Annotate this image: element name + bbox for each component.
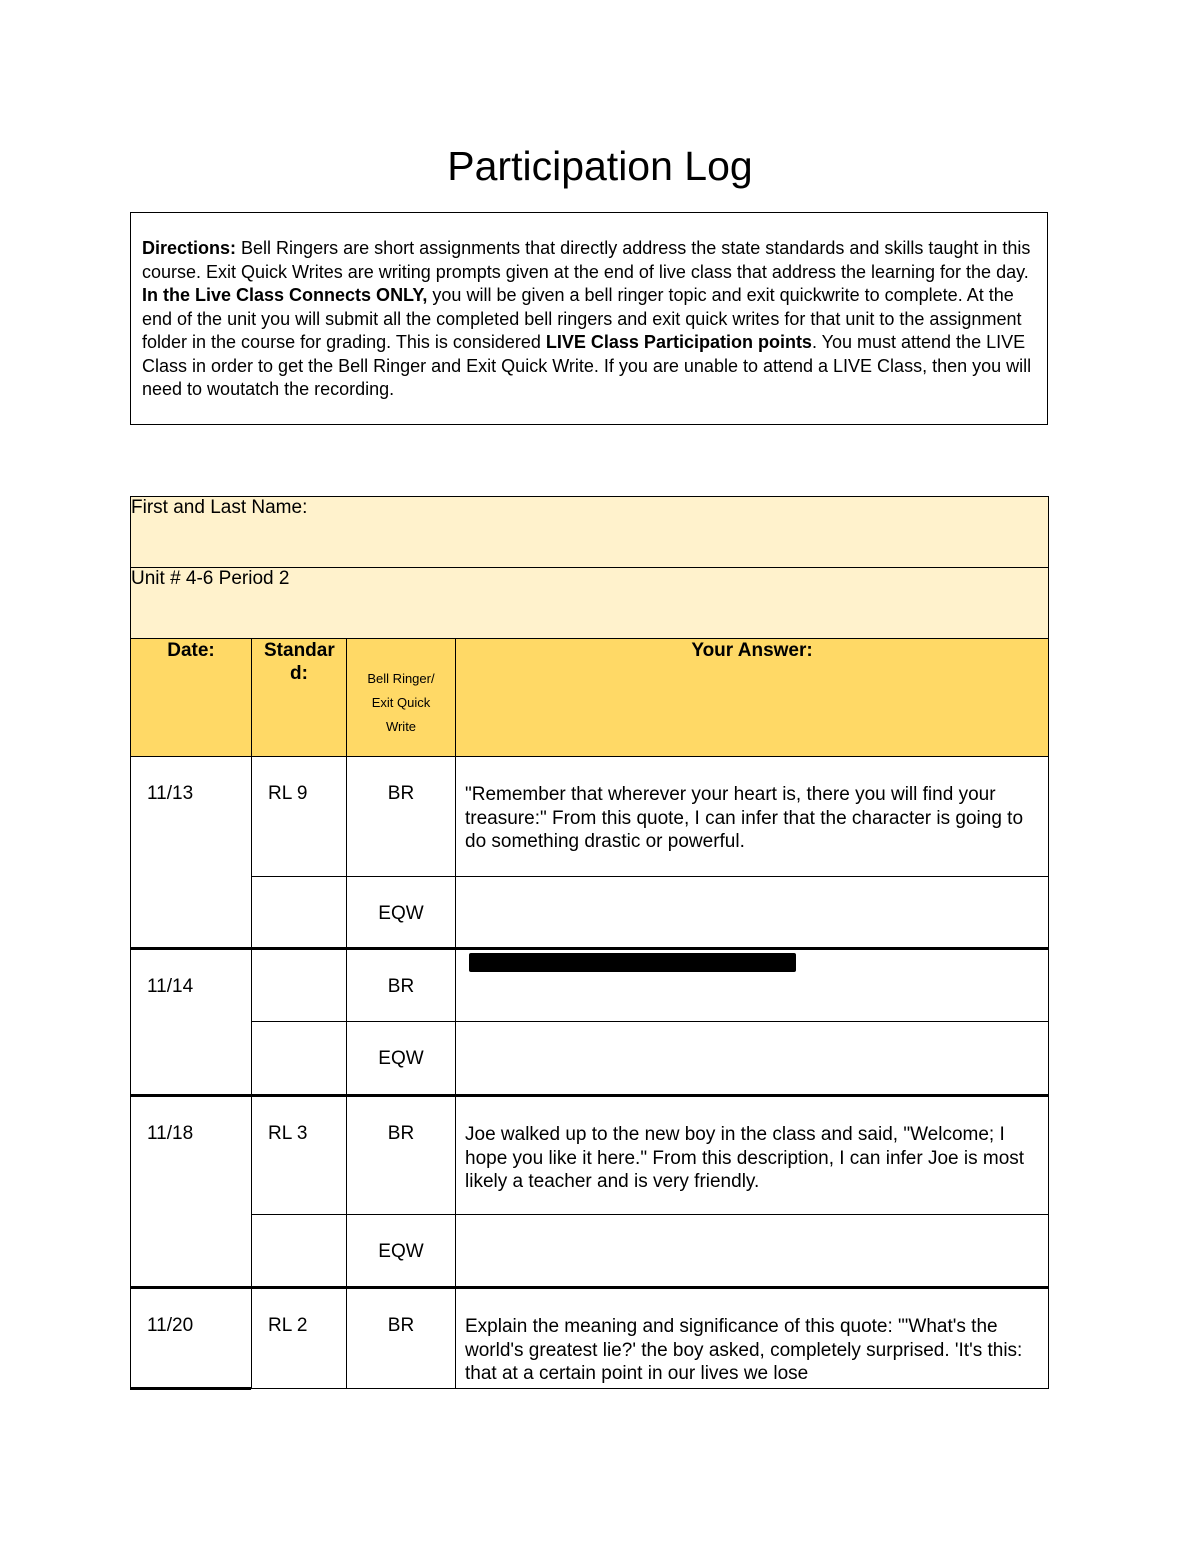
table-row — [131, 1022, 1049, 1096]
entry-type-br: BR — [347, 757, 456, 877]
entry-answer-eqw[interactable] — [456, 1022, 1049, 1096]
page-bottom-margin — [0, 1389, 1200, 1553]
table-row — [131, 757, 1049, 877]
entry-type-eqw: EQW — [347, 1215, 456, 1288]
directions-box — [130, 212, 1048, 425]
table-row — [131, 1215, 1049, 1288]
table-row — [131, 1096, 1049, 1215]
directions-bold-2: LIVE Class Participation points — [545, 332, 812, 352]
entry-answer-br[interactable]: Explain the meaning and significance of this quote: "'What's the world's greatest lie?' the boy asked, completely surprised. 'It's this: that at a certain point in our lives we lose — [456, 1288, 1049, 1418]
column-header-answer: Your Answer: — [456, 639, 1049, 757]
column-header-date: Date: — [131, 639, 252, 757]
entry-standard: RL 2 — [252, 1288, 347, 1418]
entry-date: 11/14 — [131, 949, 252, 1096]
table-bottom-border-thick — [130, 1387, 251, 1390]
directions-text-2: you will be given a bell ringer topic and exit quickwrite to complete. At the end of the unit you will submit all the completed bell ringers and exit quick writes for that unit to the assignment folder in the course for grading. This is considered — [142, 285, 1022, 352]
entry-answer-eqw[interactable] — [456, 877, 1049, 949]
entry-standard: RL 3 — [252, 1096, 347, 1215]
directions-text-1: Bell Ringers are short assignments that directly address the state standards and skills taught in this course. Exit Quick Writes are writing prompts given at the end of live class that address the learning for the day. — [142, 238, 1031, 282]
entry-type-br: BR — [347, 1096, 456, 1215]
entry-standard-empty — [252, 1215, 347, 1288]
entry-type-br: BR — [347, 949, 456, 1022]
entry-answer-br[interactable]: Joe walked up to the new boy in the class and said, "Welcome; I hope you like it here." From this description, I can infer Joe is most likely a teacher and is very friendly. — [456, 1096, 1049, 1215]
entry-date: 11/18 — [131, 1096, 252, 1288]
unit-field: Unit # 4-6 Period 2 — [131, 568, 1049, 639]
column-header-type: Bell Ringer/ Exit Quick Write — [347, 639, 456, 757]
entry-type-eqw: EQW — [347, 1022, 456, 1096]
entry-standard — [252, 949, 347, 1022]
entry-type-br: BR — [347, 1288, 456, 1418]
directions-bold-1: In the Live Class Connects ONLY, — [142, 285, 428, 305]
directions-text-3: . You must attend the LIVE Class in order to get the Bell Ringer and Exit Quick Write. If you are unable to attend a LIVE Class, then you will need to woutatch the recording. — [142, 332, 1032, 399]
name-field[interactable]: First and Last Name: — [131, 497, 1049, 568]
entry-answer-eqw[interactable] — [456, 1215, 1049, 1288]
redaction-bar — [469, 953, 796, 972]
page-title: Participation Log — [447, 143, 753, 189]
entry-standard-empty — [252, 877, 347, 949]
entry-date: 11/20 — [131, 1288, 252, 1418]
directions-label: Directions: — [142, 238, 237, 258]
table-bottom-border — [251, 1388, 1048, 1389]
entry-standard: RL 9 — [252, 757, 347, 877]
entry-answer-br[interactable]: "Remember that wherever your heart is, there you will find your treasure:" From this quote, I can infer that the character is going to do something drastic or powerful. — [456, 757, 1049, 877]
entry-date: 11/13 — [131, 757, 252, 949]
column-header-standard: Standar d: — [252, 639, 347, 757]
entry-type-eqw: EQW — [347, 877, 456, 949]
entry-standard-empty — [252, 1022, 347, 1096]
table-row — [131, 877, 1049, 949]
